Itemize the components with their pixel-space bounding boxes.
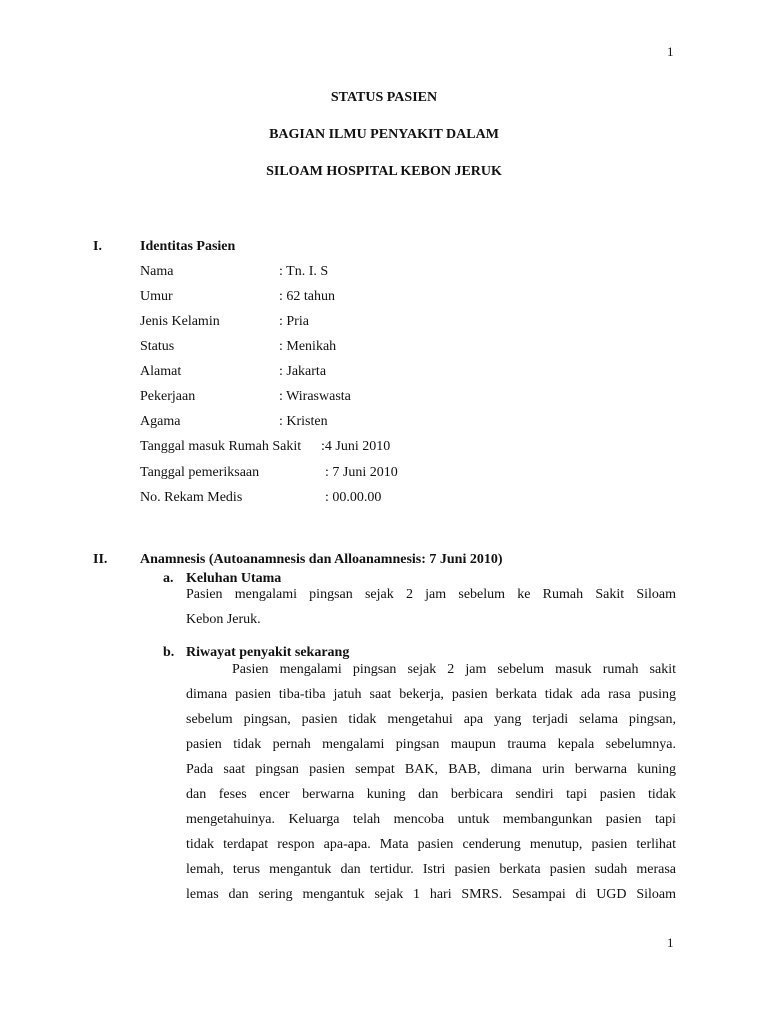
- identity-value-alamat: : Jakarta: [279, 364, 327, 379]
- paragraph-line: mengetahuinya. Keluarga telah mencoba untuk membangunkan pasien tapi: [186, 812, 676, 827]
- paragraph-line: Pasien mengalami pingsan sejak 2 jam sebelum ke Rumah Sakit Siloam: [186, 587, 676, 602]
- subsection-heading: Riwayat penyakit sekarang: [186, 645, 350, 660]
- identity-label-nama: Nama: [140, 264, 174, 279]
- page-number-top: 1: [667, 44, 674, 59]
- paragraph-line: pasien tidak pernah mengalami pingsan maupun trauma kepala sebelumnya.: [186, 737, 676, 752]
- riwayat-penyakit-paragraph: [186, 657, 676, 907]
- identity-value-status: : Menikah: [279, 339, 337, 354]
- section-number: I.: [93, 239, 102, 254]
- identity-label-jenis-kelamin: Jenis Kelamin: [140, 314, 220, 329]
- subsection-letter: a.: [163, 571, 174, 586]
- paragraph-line: lemah, terus mengantuk dan tertidur. Istri pasien berkata pasien sudah merasa: [186, 862, 676, 877]
- identity-value-tanggal-pemeriksaan: : 7 Juni 2010: [325, 465, 398, 480]
- paragraph-line: dimana pasien tiba-tiba jatuh saat bekerja, pasien berkata tidak ada rasa pusing: [186, 687, 676, 702]
- paragraph-line: Pasien mengalami pingsan sejak 2 jam sebelum masuk rumah sakit: [232, 662, 676, 677]
- paragraph-line: dan feses encer berwarna kuning dan berbicara sendiri tapi pasien tidak: [186, 787, 676, 802]
- section-heading: Identitas Pasien: [140, 239, 236, 254]
- identity-value-nama: : Tn. I. S: [279, 264, 329, 279]
- paragraph-line: tidak terdapat respon apa-apa. Mata pasien cenderung menutup, pasien terlihat: [186, 837, 676, 852]
- identity-value-rekam-medis: : 00.00.00: [325, 490, 382, 505]
- department-title: BAGIAN ILMU PENYAKIT DALAM: [269, 127, 499, 142]
- identity-label-agama: Agama: [140, 414, 181, 429]
- identity-label-tanggal-pemeriksaan: Tanggal pemeriksaan: [140, 465, 260, 480]
- identity-label-umur: Umur: [140, 289, 173, 304]
- page-number-bottom: 1: [667, 935, 674, 950]
- identity-value-umur: : 62 tahun: [279, 289, 335, 304]
- identity-value-tanggal-masuk: :4 Juni 2010: [321, 439, 391, 454]
- paragraph-line: Pada saat pingsan pasien sempat BAK, BAB, dimana urin berwarna kuning: [186, 762, 676, 777]
- identity-label-rekam-medis: No. Rekam Medis: [140, 490, 243, 505]
- paragraph-line: lemas dan sering mengantuk sejak 1 hari SMRS. Sesampai di UGD Siloam: [186, 887, 676, 902]
- section-number: II.: [93, 552, 108, 567]
- identity-label-status: Status: [140, 339, 175, 354]
- paragraph-line: Kebon Jeruk.: [186, 612, 261, 627]
- document-title: STATUS PASIEN: [330, 90, 438, 105]
- identity-value-agama: : Kristen: [279, 414, 328, 429]
- identity-label-pekerjaan: Pekerjaan: [140, 389, 196, 404]
- keluhan-utama-paragraph: [186, 582, 676, 632]
- identity-label-tanggal-masuk: Tanggal masuk Rumah Sakit: [140, 439, 302, 454]
- section-heading: Anamnesis (Autoanamnesis dan Alloanamnesis: 7 Juni 2010): [140, 552, 503, 567]
- paragraph-line: sebelum pingsan, pasien tidak mengetahui apa yang terjadi selama pingsan,: [186, 712, 676, 727]
- identity-value-jenis-kelamin: : Pria: [279, 314, 309, 329]
- identity-value-pekerjaan: : Wiraswasta: [279, 389, 351, 404]
- hospital-title: SILOAM HOSPITAL KEBON JERUK: [266, 164, 502, 179]
- subsection-letter: b.: [163, 645, 175, 660]
- subsection-heading: Keluhan Utama: [186, 571, 282, 586]
- identity-label-alamat: Alamat: [140, 364, 182, 379]
